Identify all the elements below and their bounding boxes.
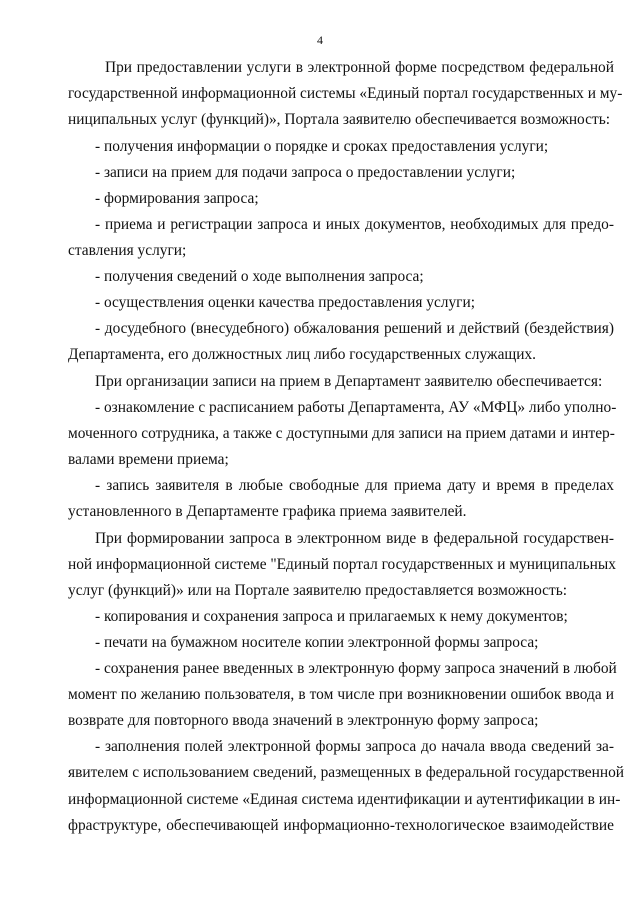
text-line: государственной информационной системы «Единый портал государственных и му- xyxy=(68,85,623,102)
list-item: - получения информации о порядке и сроках предоставления услуги; xyxy=(95,138,549,155)
text-line: установленного в Департаменте графика приема заявителей. xyxy=(68,503,467,520)
text-line: ниципальных услуг (функций)», Портала заявителю обеспечивается возможность: xyxy=(68,111,610,128)
text-line: ставления услуги; xyxy=(68,242,187,259)
text-line: Департамента, его должностных лиц либо государственных служащих. xyxy=(68,346,537,363)
paragraph-start: При организации записи на прием в Департамент заявителю обеспечивается: xyxy=(95,373,603,390)
text-line: фраструктуре, обеспечивающей информационно-технологическое взаимодействие xyxy=(68,817,614,834)
text-line: валами времени приема; xyxy=(68,451,229,468)
list-item: - получения сведений о ходе выполнения запроса; xyxy=(95,268,424,285)
list-item: - сохранения ранее введенных в электронную форму запроса значений в любой xyxy=(95,660,617,677)
list-item: - формирования запроса; xyxy=(95,190,259,207)
list-item: - копирования и сохранения запроса и прилагаемых к нему документов; xyxy=(95,608,568,625)
list-item: - заполнения полей электронной формы запроса до начала ввода сведений за- xyxy=(95,738,614,755)
text-line: момент по желанию пользователя, в том числе при возникновении ошибок ввода и xyxy=(68,686,614,703)
list-item: - осуществления оценки качества предоставления услуги; xyxy=(95,294,475,311)
text-line: При предоставлении услуги в электронной форме посредством федеральной xyxy=(105,59,614,76)
list-item: - запись заявителя в любые свободные для приема дату и время в пределах xyxy=(95,477,614,494)
text-line: моченного сотрудника, а также с доступными для записи на прием датами и интер- xyxy=(68,425,615,442)
text-line: возврате для повторного ввода значений в электронную форму запроса; xyxy=(68,712,539,729)
text-line: информационной системе «Единая система идентификации и аутентификации в ин- xyxy=(68,791,621,808)
list-item: - досудебного (внесудебного) обжалования решений и действий (бездействия) xyxy=(95,320,614,337)
page-number: 4 xyxy=(317,33,323,47)
list-item: - печати на бумажном носителе копии электронной формы запроса; xyxy=(95,634,539,651)
text-line: ной информационной системе "Единый портал государственных и муниципальных xyxy=(68,556,616,573)
list-item: - приема и регистрации запроса и иных документов, необходимых для предо- xyxy=(95,216,614,233)
list-item: - ознакомление с расписанием работы Департамента, АУ «МФЦ» либо уполно- xyxy=(95,399,617,416)
text-line: услуг (функций)» или на Портале заявителю предоставляется возможность: xyxy=(68,582,568,599)
paragraph-start: При формировании запроса в электронном виде в федеральной государствен- xyxy=(95,530,614,547)
text-line: явителем с использованием сведений, размещенных в федеральной государственной xyxy=(68,764,625,781)
list-item: - записи на прием для подачи запроса о предоставлении услуги; xyxy=(95,164,516,181)
